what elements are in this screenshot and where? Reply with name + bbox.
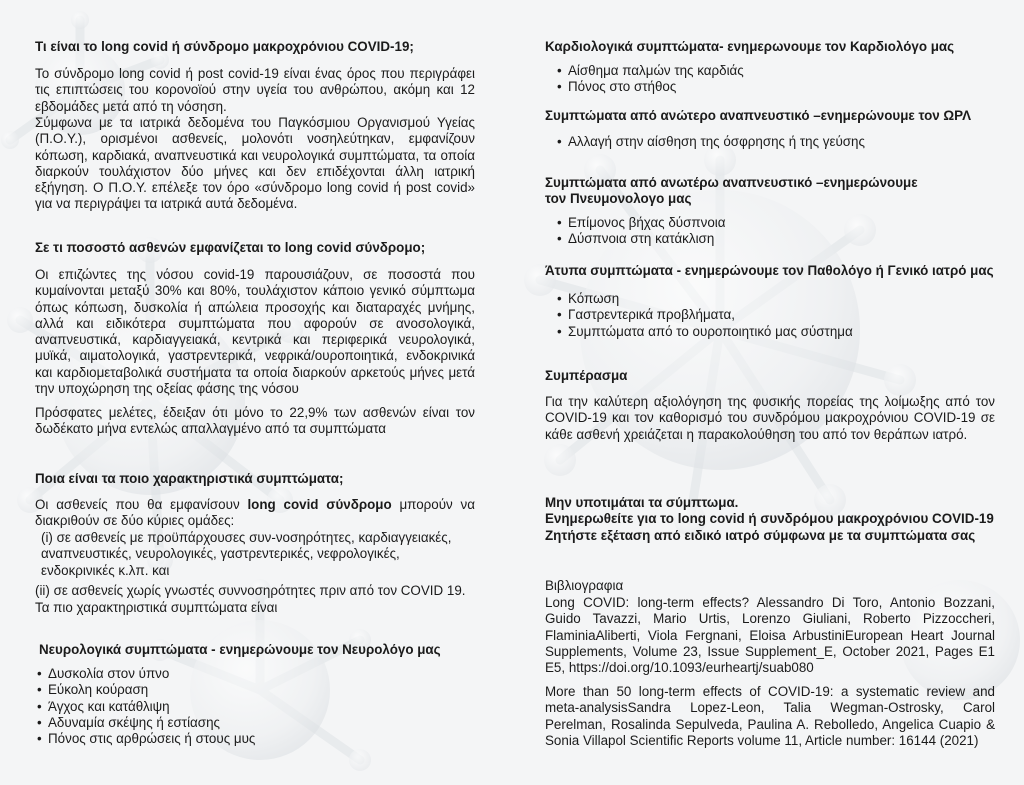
who-data-paragraph: Σύμφωνα με τα ιατρικά δεδομένα του Παγκόσμιου Οργανισμού Υγείας (Π.Ο.Υ.), ορισμένοι ασθενείς, μολονότι νοσηλεύτηκαν, εμφανίζουν κόπωση, καρδιακά, αναπνευστικά και νευρολογικά συμπτώματα, τα οποία διαρκούν τουλάχιστον δύο μήνες και δεν επιδέχονται άλλη ιατρική εξήγηση. Ο Π.Ο.Υ. επέλεξε τον όρο «σύνδρομο long covid ή post covid» για να περιγράψει τα ιατρικά αυτά δεδομένα.	[35, 115, 475, 212]
list-item: • Αλλαγή στην αίσθηση της όσφρησης ή της γεύσης	[555, 134, 995, 150]
list-item: • Πόνος στις αρθρώσεις ή στους μυς	[35, 731, 475, 747]
patient-group-1: (i) σε ασθενείς με προϋπάρχουσες συν-νοσηρότητες, καρδιαγγειακές, αναπνευστικές, νευρολογικές, γαστρεντερικές, νεφρολογικές, ενδοκρινικές κ.λπ. και	[41, 530, 452, 578]
callout-line1: Μην υποτιμάται τα σύμπτωμα.	[545, 495, 739, 510]
list-item: • Άγχος και κατάθλιψη	[35, 699, 475, 715]
patient-groups-intro	[35, 497, 475, 530]
list-item: • Γαστρεντερικά προβλήματα,	[555, 307, 995, 323]
bibliography-reference-1: Long COVID: long-term effects? Alessandro Di Toro, Antonio Bozzani, Guido Tavazzi, Mario Urtis, Lorenzo Giuliani, Roberto Pizzoccheri, FlaminiaAliberti, Viola Fergnani, Eloisa ArbustiniEuropean Heart Journal Supplements, Volume 23, Issue Supplement_E, October 2021, Pages E1 E5, https://doi.org/10.1093/eurheartj/suab080	[545, 595, 995, 676]
list-item: • Πόνος στο στήθος	[555, 79, 995, 95]
ent-symptoms-list	[555, 134, 995, 150]
section-heading-atypical: Άτυπα συμπτώματα - ενημερώνουμε τον Παθολόγο ή Γενικό ιατρό μας	[545, 263, 994, 278]
bibliography-heading: Βιβλιογραφια	[545, 578, 624, 593]
pulmonology-heading-line1: Συμπτώματα από ανωτέρω αναπνευστικό –ενημερώνουμε	[545, 175, 918, 190]
list-item: • Αδυναμία σκέψης ή εστίασης	[35, 715, 475, 731]
pulmonology-symptoms-list	[555, 215, 995, 248]
list-item: • Συμπτώματα από το ουροποιητικό μας σύστημα	[555, 324, 995, 340]
section-heading-ent: Συμπτώματα από ανώτερο αναπνευστικό –ενημερώνουμε τον ΩΡΛ	[545, 108, 972, 123]
conclusion-paragraph: Για την καλύτερη αξιολόγηση της φυσικής πορείας της λοίμωξης από τον COVID-19 και τον καθορισμό του συνδρόμου μακροχρόνιου COVID-19 σε κάθε ασθενή χρειάζεται η παρακολούθηση του από τον θεράπων ιατρό.	[545, 394, 995, 442]
characteristic-symptoms-closing: Τα πιο χαρακτηριστικά συμπτώματα είναι	[35, 600, 278, 615]
atypical-symptoms-list	[555, 291, 995, 340]
section-heading-percentage: Σε τι ποσοστό ασθενών εμφανίζεται το long covid σύνδρομο;	[35, 240, 426, 255]
intro-text-bold: long covid σύνδρομο	[247, 497, 392, 512]
list-item: • Εύκολη κούραση	[35, 682, 475, 698]
callout-line2: Ενημερωθείτε για το long covid ή συνδρόμου μακροχρόνιου COVID-19	[545, 511, 994, 527]
section-heading-pulmonology	[545, 175, 995, 208]
recent-studies-paragraph: Πρόσφατες μελέτες, έδειξαν ότι μόνο το 22,9% των ασθενών είναι τον δωδέκατο μήνα εντελώς απαλλαγμένο από τα συμπτώματα	[35, 405, 475, 437]
section-heading-characteristic-symptoms: Ποια είναι τα ποιο χαρακτηριστικά συμπτώματα;	[35, 471, 344, 486]
cardiology-symptoms-list	[555, 63, 995, 96]
section-heading-cardiology: Καρδιολογικά συμπτώματα- ενημερωνουμε τον Καρδιολόγο μας	[545, 39, 955, 54]
intro-text-b: μπορούν να διακριθούν σε δύο κύριες ομάδες:	[35, 497, 475, 529]
pulmonology-heading-line2: τον Πνευμονολογο μας	[545, 191, 692, 207]
what-is-long-covid-paragraph: Το σύνδρομο long covid ή post covid-19 είναι ένας όρος που περιγράφει τις επιπτώσεις του κορονοϊού στην υγεία του ανθρώπου, ακόμη και 12 εβδομάδες μετά από τη νόσηση.	[35, 66, 475, 114]
bibliography-reference-2: More than 50 long-term effects of COVID-19: a systematic review and meta-analysisSandra Lopez-Leon, Talia Wegman-Ostrosky, Carol Perelman, Rosalinda Sepulveda, Paulina A. Rebolledo, Angelica Cuapio & Sonia Villapol Scientific Reports volume 11, Article number: 16144 (2021)	[545, 684, 995, 748]
list-item: • Αίσθημα παλμών της καρδιάς	[555, 63, 995, 79]
patient-group-2: (ii) σε ασθενείς χωρίς γνωστές συννοσηρότητες πριν από τον COVID 19.	[35, 583, 466, 598]
list-item: • Δύσπνοια στη κατάκλιση	[555, 231, 995, 247]
list-item: • Επίμονος βήχας δύσπνοια	[555, 215, 995, 231]
callout-line3: Ζητήστε εξέταση από ειδικό ιατρό σύμφωνα με τα συμπτώματα σας	[545, 527, 976, 543]
section-heading-conclusion: Συμπέρασμα	[545, 368, 628, 383]
neurological-symptoms-list	[35, 666, 475, 747]
intro-text-a: Οι ασθενείς που θα εμφανίσουν	[35, 497, 248, 512]
list-item: • Δυσκολία στον ύπνο	[35, 666, 475, 682]
section-heading-neurological: Νευρολογικά συμπτώματα - ενημερώνουμε τον Νευρολόγο μας	[39, 642, 441, 657]
list-item: • Κόπωση	[555, 291, 995, 307]
callout	[545, 495, 995, 544]
section-heading-what-is-long-covid: Τι είναι το long covid ή σύνδρομο μακροχρόνιου COVID-19;	[35, 39, 414, 54]
percentage-paragraph: Οι επιζώντες της νόσου covid-19 παρουσιάζουν, σε ποσοστά που κυμαίνονται μεταξύ 30% και 80%, τουλάχιστον κάποιο γενικό σύμπτωμα όπως κόπωση, δυσκολία ή απώλεια προσοχής και διαταραχές μνήμης, αλλά και ειδικότερα συμπτώματα που αφορούν σε ανοσολογικά, αναπνευστικά, καρδιαγγειακά, κεντρικά και περιφερικά νευρολογικά, μυϊκά, αιματολογικά, γαστρεντερικά, νεφρικά/ουροποιητικά, ενδοκρινικά και καρδιομεταβολικά συστήματα τα οποία διαρκούν αρκετούς μήνες μετά την υποχώρηση της οξείας φάσης της νόσου	[35, 267, 475, 397]
